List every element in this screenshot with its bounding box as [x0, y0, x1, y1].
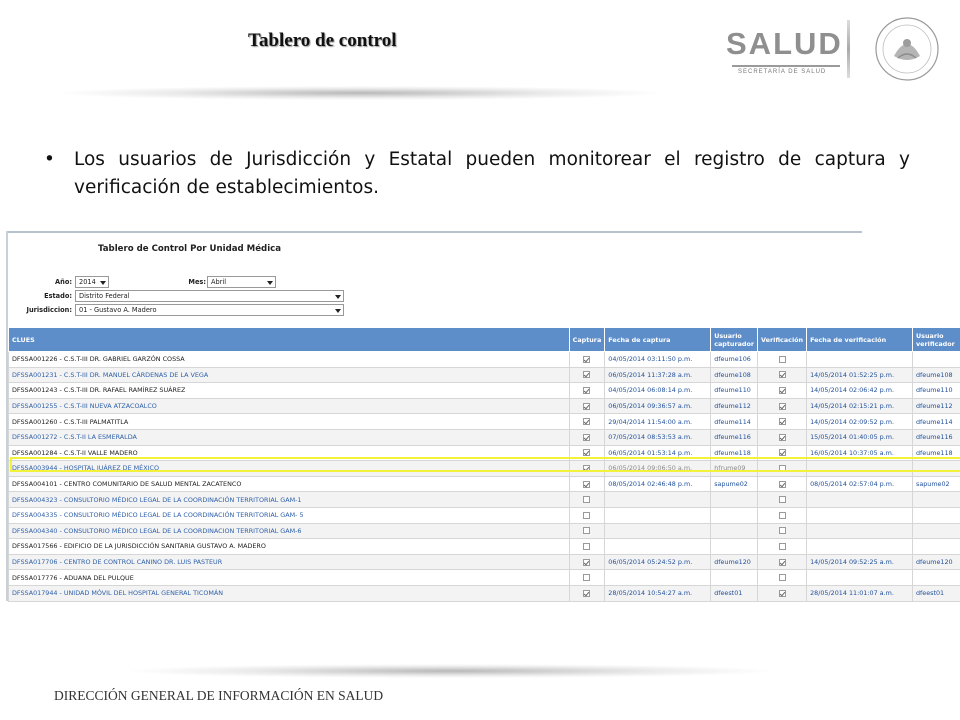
cell-captura	[569, 429, 605, 445]
cell-usuario-verificador	[912, 352, 960, 368]
cell-usuario-verificador: sapume02	[912, 476, 960, 492]
table-row	[9, 507, 960, 523]
cell-captura	[569, 570, 605, 586]
cell-fecha-captura	[605, 523, 711, 539]
chevron-down-icon	[267, 281, 273, 285]
anio-select[interactable]	[75, 276, 109, 288]
cell-usuario-verificador: dfeume116	[912, 429, 960, 445]
estado-select[interactable]	[75, 290, 344, 302]
table-row	[9, 492, 960, 508]
table-row	[9, 414, 960, 430]
cell-fecha-verificacion: 14/05/2014 02:15:21 p.m.	[807, 398, 913, 414]
cell-usuario-verificador	[912, 570, 960, 586]
checked-checkbox[interactable]	[779, 418, 786, 425]
cell-captura	[569, 523, 605, 539]
cell-usuario-verificador: dfeest01	[912, 585, 960, 601]
checked-checkbox[interactable]	[583, 371, 590, 378]
checked-checkbox[interactable]	[583, 449, 590, 456]
checked-checkbox[interactable]	[779, 434, 786, 441]
cell-fecha-captura	[605, 507, 711, 523]
cell-clues[interactable]: DFSSA017944 - UNIDAD MÓVIL DEL HOSPITAL GENERAL TICOMÁN	[9, 585, 570, 601]
cell-usuario-verificador	[912, 507, 960, 523]
cell-usuario-verificador: dfeume108	[912, 367, 960, 383]
logo-subtitle: SECRETARÍA DE SALUD	[738, 69, 827, 75]
panel-title: Tablero de Control Por Unidad Médica	[98, 244, 282, 254]
mes-value: Abril	[211, 278, 227, 286]
unchecked-checkbox[interactable]	[779, 574, 786, 581]
cell-usuario-verificador: dfeume120	[912, 554, 960, 570]
cell-captura	[569, 507, 605, 523]
cell-clues[interactable]: DFSSA001260 - C.S.T-III PALMATITLA	[9, 414, 570, 430]
cell-fecha-captura	[605, 539, 711, 555]
national-seal-icon	[874, 16, 940, 82]
cell-verificacion	[758, 570, 807, 586]
unchecked-checkbox[interactable]	[583, 543, 590, 550]
anio-value: 2014	[79, 278, 96, 286]
salud-logo	[712, 16, 942, 82]
checked-checkbox[interactable]	[583, 590, 590, 597]
cell-usuario-capturador: dfeume120	[711, 554, 758, 570]
cell-clues[interactable]: DFSSA001243 - C.S.T-III DR. RAFAEL RAMÍREZ SUÁREZ	[9, 383, 570, 399]
checked-checkbox[interactable]	[779, 403, 786, 410]
cell-fecha-verificacion: 14/05/2014 09:52:25 a.m.	[807, 554, 913, 570]
checked-checkbox[interactable]	[779, 449, 786, 456]
cell-captura	[569, 352, 605, 368]
cell-usuario-verificador: dfeume112	[912, 398, 960, 414]
cell-clues[interactable]: DFSSA017776 - ADUANA DEL PULQUE	[9, 570, 570, 586]
unchecked-checkbox[interactable]	[583, 527, 590, 534]
cell-usuario-capturador: sapume02	[711, 476, 758, 492]
cell-fecha-captura	[605, 570, 711, 586]
checked-checkbox[interactable]	[779, 559, 786, 566]
cell-clues[interactable]: DFSSA017706 - CENTRO DE CONTROL CANINO DR. LUIS PASTEUR	[9, 554, 570, 570]
cell-captura	[569, 539, 605, 555]
dashboard-screenshot	[6, 231, 960, 601]
cell-usuario-capturador: dfeest01	[711, 585, 758, 601]
cell-verificacion	[758, 352, 807, 368]
cell-clues[interactable]: DFSSA004340 - CONSULTORIO MÉDICO LEGAL DE LA COORDINACION TERRITORIAL GAM-6	[9, 523, 570, 539]
cell-fecha-captura: 04/05/2014 06:08:14 p.m.	[605, 383, 711, 399]
table-row	[9, 367, 960, 383]
col-header-usuario-verificador[interactable]: Usuario verificador	[912, 328, 960, 352]
cell-usuario-capturador: dfeume112	[711, 398, 758, 414]
estado-value: Distrito Federal	[79, 292, 130, 300]
cell-verificacion	[758, 507, 807, 523]
jurisdiccion-select[interactable]	[75, 304, 344, 316]
bullet-text: Los usuarios de Jurisdicción y Estatal pueden monitorear el registro de captura y verificación de establecimientos.	[74, 149, 910, 198]
cell-verificacion	[758, 554, 807, 570]
cell-usuario-capturador	[711, 570, 758, 586]
footer-text: DIRECCIÓN GENERAL DE INFORMACIÓN EN SALUD	[54, 688, 384, 703]
cell-clues[interactable]: DFSSA001231 - C.S.T-III DR. MANUEL CÁRDENAS DE LA VEGA	[9, 367, 570, 383]
cell-clues[interactable]: DFSSA004335 - CONSULTORIO MÉDICO LEGAL DE LA COORDINACIÓN TERRITORIAL GAM- 5	[9, 507, 570, 523]
cell-captura	[569, 398, 605, 414]
cell-verificacion	[758, 476, 807, 492]
chevron-down-icon	[100, 281, 106, 285]
checked-checkbox[interactable]	[583, 418, 590, 425]
cell-captura	[569, 585, 605, 601]
cell-usuario-capturador	[711, 523, 758, 539]
cell-usuario-capturador: dfeume110	[711, 383, 758, 399]
table-body	[9, 352, 960, 602]
checked-checkbox[interactable]	[779, 590, 786, 597]
table-row	[9, 383, 960, 399]
checked-checkbox[interactable]	[583, 387, 590, 394]
cell-clues[interactable]: DFSSA001272 - C.S.T-II LA ESMERALDA	[9, 429, 570, 445]
checked-checkbox[interactable]	[583, 559, 590, 566]
cell-verificacion	[758, 539, 807, 555]
cell-captura	[569, 367, 605, 383]
table-row	[9, 352, 960, 368]
unchecked-checkbox[interactable]	[779, 496, 786, 503]
cell-fecha-captura: 06/05/2014 09:06:50 a.m.	[605, 461, 711, 477]
cell-verificacion	[758, 492, 807, 508]
cell-clues[interactable]: DFSSA017566 - EDIFICIO DE LA JURISDICCIÓN SANITARIA GUSTAVO A. MADERO	[9, 539, 570, 555]
checked-checkbox[interactable]	[779, 387, 786, 394]
unchecked-checkbox[interactable]	[779, 356, 786, 363]
cell-clues[interactable]: DFSSA001255 - C.S.T-III NUEVA ATZACOALCO	[9, 398, 570, 414]
cell-fecha-captura	[605, 492, 711, 508]
cell-verificacion	[758, 367, 807, 383]
unchecked-checkbox[interactable]	[583, 574, 590, 581]
table-row	[9, 398, 960, 414]
table-row	[9, 554, 960, 570]
col-header-usuario-capturador[interactable]: Usuario capturador	[711, 328, 758, 352]
jurisdiccion-label: Jurisdiccion:	[26, 306, 72, 314]
cell-fecha-verificacion: 08/05/2014 02:57:04 p.m.	[807, 476, 913, 492]
checked-checkbox[interactable]	[779, 371, 786, 378]
cell-clues[interactable]: DFSSA004101 - CENTRO COMUNITARIO DE SALUD MENTAL ZACATENCO	[9, 476, 570, 492]
logo-underline	[732, 65, 840, 67]
table-row	[9, 570, 960, 586]
cell-fecha-captura: 06/05/2014 09:36:57 a.m.	[605, 398, 711, 414]
highlight-box	[10, 457, 960, 472]
cell-usuario-capturador: dfeume116	[711, 429, 758, 445]
cell-captura	[569, 554, 605, 570]
checked-checkbox[interactable]	[583, 356, 590, 363]
table-row	[9, 476, 960, 492]
cell-fecha-verificacion: 16/05/2014 10:37:05 a.m.	[807, 445, 913, 461]
screenshot-top-border	[6, 231, 862, 233]
cell-fecha-verificacion: 28/05/2014 11:01:07 a.m.	[807, 585, 913, 601]
cell-usuario-capturador	[711, 539, 758, 555]
cell-captura	[569, 492, 605, 508]
unchecked-checkbox[interactable]	[779, 512, 786, 519]
cell-usuario-verificador: dfeume114	[912, 414, 960, 430]
cell-verificacion	[758, 414, 807, 430]
col-header-clues[interactable]: CLUES	[9, 328, 570, 352]
unchecked-checkbox[interactable]	[779, 543, 786, 550]
cell-captura	[569, 383, 605, 399]
jurisdiccion-value: 01 - Gustavo A. Madero	[79, 306, 157, 314]
cell-verificacion	[758, 383, 807, 399]
cell-verificacion	[758, 429, 807, 445]
mes-select[interactable]	[207, 276, 276, 288]
cell-verificacion	[758, 585, 807, 601]
cell-captura	[569, 414, 605, 430]
col-header-verificacion[interactable]: Verificación	[758, 328, 807, 352]
cell-fecha-captura: 06/05/2014 01:53:14 p.m.	[605, 445, 711, 461]
cell-fecha-verificacion	[807, 352, 913, 368]
cell-usuario-verificador: dfeume110	[912, 383, 960, 399]
cell-usuario-capturador: dfeume114	[711, 414, 758, 430]
cell-clues[interactable]: DFSSA001226 - C.S.T-III DR. GABRIEL GARZÓN COSSA	[9, 352, 570, 368]
cell-fecha-captura: 29/04/2014 11:54:00 a.m.	[605, 414, 711, 430]
cell-clues[interactable]: DFSSA004323 - CONSULTORIO MÉDICO LEGAL DE LA COORDINACIÓN TERRITORIAL GAM-1	[9, 492, 570, 508]
cell-clues[interactable]: DFSSA001284 - C.S.T-II VALLE MADERO	[9, 445, 570, 461]
chevron-down-icon	[335, 295, 341, 299]
checked-checkbox[interactable]	[779, 481, 786, 488]
checked-checkbox[interactable]	[583, 403, 590, 410]
cell-fecha-captura: 04/05/2014 03:11:50 p.m.	[605, 352, 711, 368]
checked-checkbox[interactable]	[583, 434, 590, 441]
logo-text: SALUD	[726, 26, 843, 61]
cell-fecha-verificacion	[807, 539, 913, 555]
table-row	[9, 585, 960, 601]
cell-fecha-verificacion: 14/05/2014 02:09:52 p.m.	[807, 414, 913, 430]
estado-label: Estado:	[44, 292, 72, 300]
cell-usuario-capturador: dfeume106	[711, 352, 758, 368]
cell-fecha-verificacion	[807, 492, 913, 508]
checked-checkbox[interactable]	[583, 481, 590, 488]
cell-fecha-verificacion	[807, 507, 913, 523]
cell-usuario-verificador: dfeume118	[912, 445, 960, 461]
col-header-fecha-captura[interactable]: Fecha de captura	[605, 328, 711, 352]
cell-fecha-captura: 06/05/2014 11:37:28 a.m.	[605, 367, 711, 383]
bullet-point	[44, 146, 910, 202]
cell-verificacion	[758, 523, 807, 539]
anio-label: Año:	[55, 278, 72, 286]
cell-usuario-capturador: dfeume118	[711, 445, 758, 461]
cell-fecha-verificacion	[807, 570, 913, 586]
cell-fecha-verificacion: 14/05/2014 02:06:42 p.m.	[807, 383, 913, 399]
bullet-dot-icon: •	[44, 149, 55, 170]
table-row	[9, 429, 960, 445]
unchecked-checkbox[interactable]	[583, 512, 590, 519]
cell-fecha-captura: 08/05/2014 02:46:48 p.m.	[605, 476, 711, 492]
cell-fecha-captura: 28/05/2014 10:54:27 a.m.	[605, 585, 711, 601]
cell-fecha-verificacion: 14/05/2014 01:52:25 p.m.	[807, 367, 913, 383]
unchecked-checkbox[interactable]	[779, 527, 786, 534]
col-header-captura[interactable]: Captura	[569, 328, 605, 352]
cell-clues[interactable]: DFSSA003944 - HOSPITAL JUÁREZ DE MÉXICO	[9, 461, 570, 477]
table-header-row	[9, 328, 960, 352]
table-row	[9, 523, 960, 539]
cell-fecha-verificacion: 15/05/2014 01:40:05 p.m.	[807, 429, 913, 445]
title-shadow-divider	[60, 86, 660, 100]
cell-usuario-capturador	[711, 492, 758, 508]
cell-usuario-verificador	[912, 523, 960, 539]
unchecked-checkbox[interactable]	[583, 496, 590, 503]
cell-usuario-verificador	[912, 539, 960, 555]
cell-usuario-capturador: dfeume108	[711, 367, 758, 383]
footer-shadow-divider	[130, 664, 770, 678]
cell-captura	[569, 476, 605, 492]
slide-title: Tablero de control	[248, 30, 397, 51]
cell-fecha-verificacion	[807, 523, 913, 539]
cell-fecha-captura: 06/05/2014 05:24:52 p.m.	[605, 554, 711, 570]
col-header-fecha-verificacion[interactable]: Fecha de verificación	[807, 328, 913, 352]
cell-fecha-captura: 07/05/2014 08:53:53 a.m.	[605, 429, 711, 445]
chevron-down-icon	[335, 309, 341, 313]
cell-usuario-capturador: hfrume09	[711, 461, 758, 477]
cell-usuario-capturador	[711, 507, 758, 523]
mes-label: Mes:	[188, 278, 206, 286]
table-row	[9, 539, 960, 555]
cell-verificacion	[758, 398, 807, 414]
logo-separator	[847, 20, 850, 78]
cell-usuario-verificador	[912, 492, 960, 508]
